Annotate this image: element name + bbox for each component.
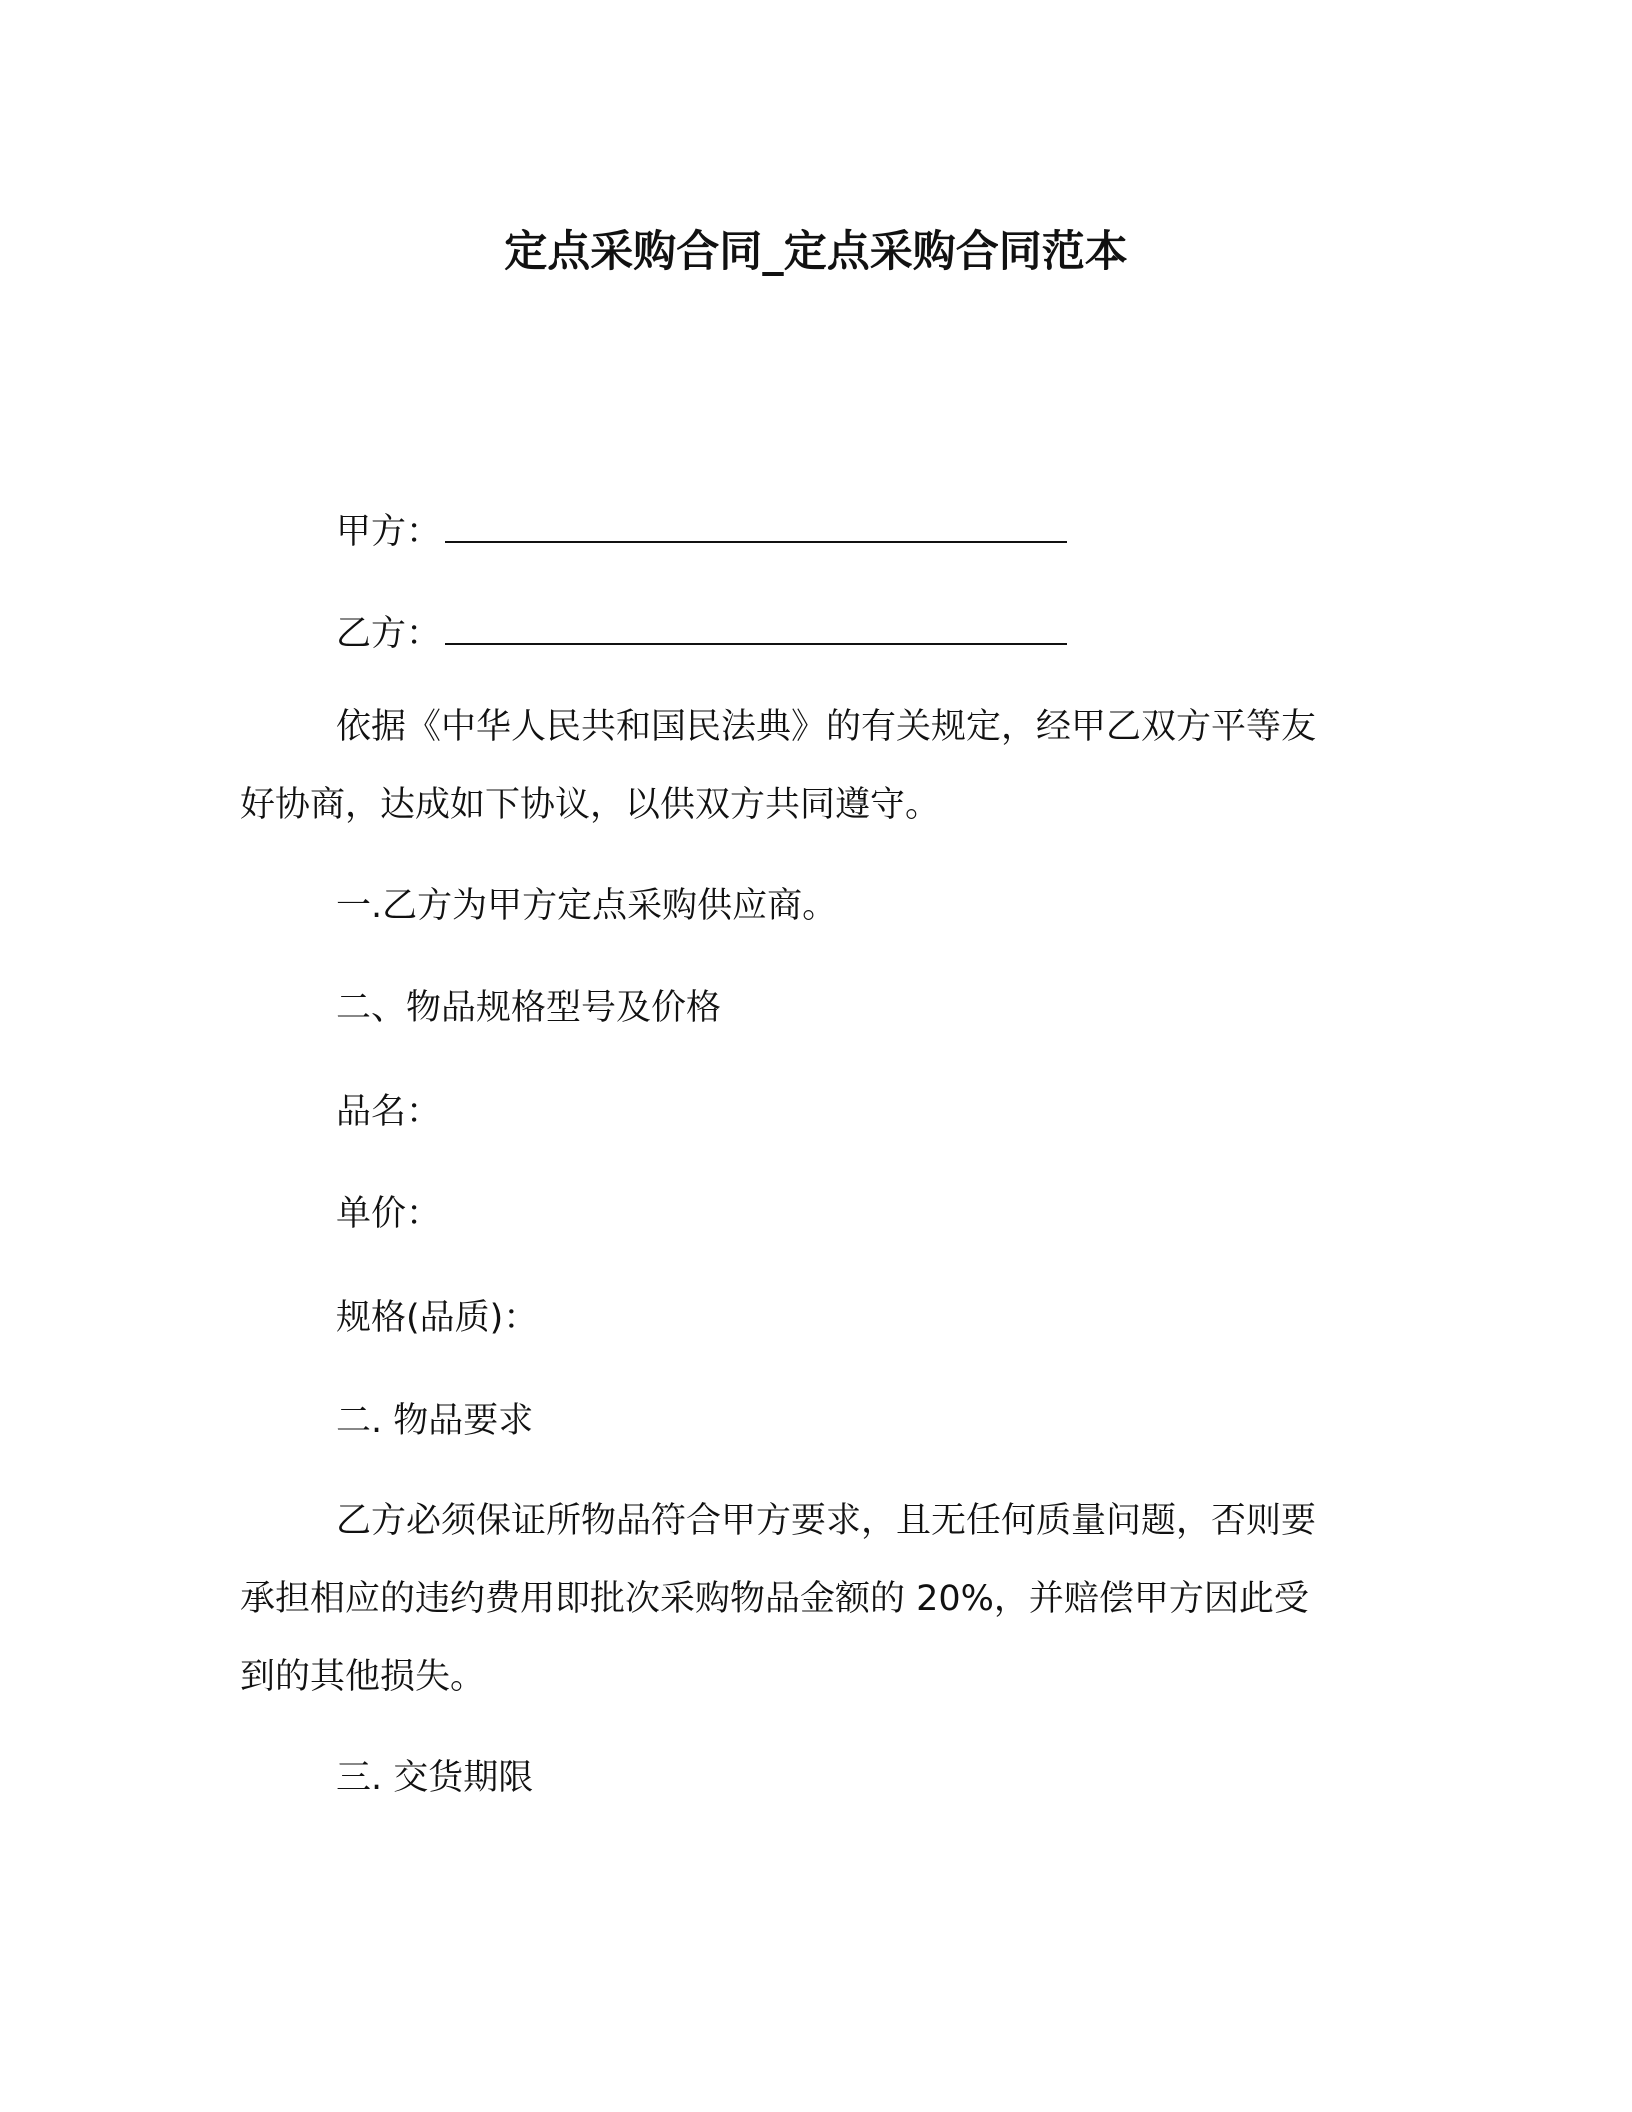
field-unit-price: 单价： [336,1194,442,1234]
clause-3-heading: 二. 物品要求 [336,1401,534,1441]
field-product-name: 品名： [336,1092,442,1132]
party-a-label: 甲方： [336,512,442,552]
requirement-paragraph-line-2: 承担相应的违约费用即批次采购物品金额的 20%，并赔偿甲方因此受 [240,1579,1309,1619]
requirement-paragraph-line-1: 乙方必须保证所物品符合甲方要求，且无任何质量问题，否则要 [336,1501,1317,1541]
clause-1: 一.乙方为甲方定点采购供应商。 [336,886,838,926]
clause-2-heading: 二、物品规格型号及价格 [336,988,722,1028]
party-a-blank [445,503,1067,543]
intro-paragraph-line-2: 好协商，达成如下协议，以供双方共同遵守。 [240,785,941,825]
party-a-line [336,503,1067,556]
clause-4-heading: 三. 交货期限 [336,1758,534,1798]
document-title: 定点采购合同_定点采购合同范本 [504,227,1128,277]
field-specification: 规格(品质)： [336,1298,539,1338]
party-b-line [336,605,1067,658]
party-b-blank [445,605,1067,645]
party-b-label: 乙方： [336,614,442,654]
intro-paragraph-line-1: 依据《中华人民共和国民法典》的有关规定，经甲乙双方平等友 [336,707,1317,747]
requirement-paragraph-line-3: 到的其他损失。 [240,1657,486,1697]
